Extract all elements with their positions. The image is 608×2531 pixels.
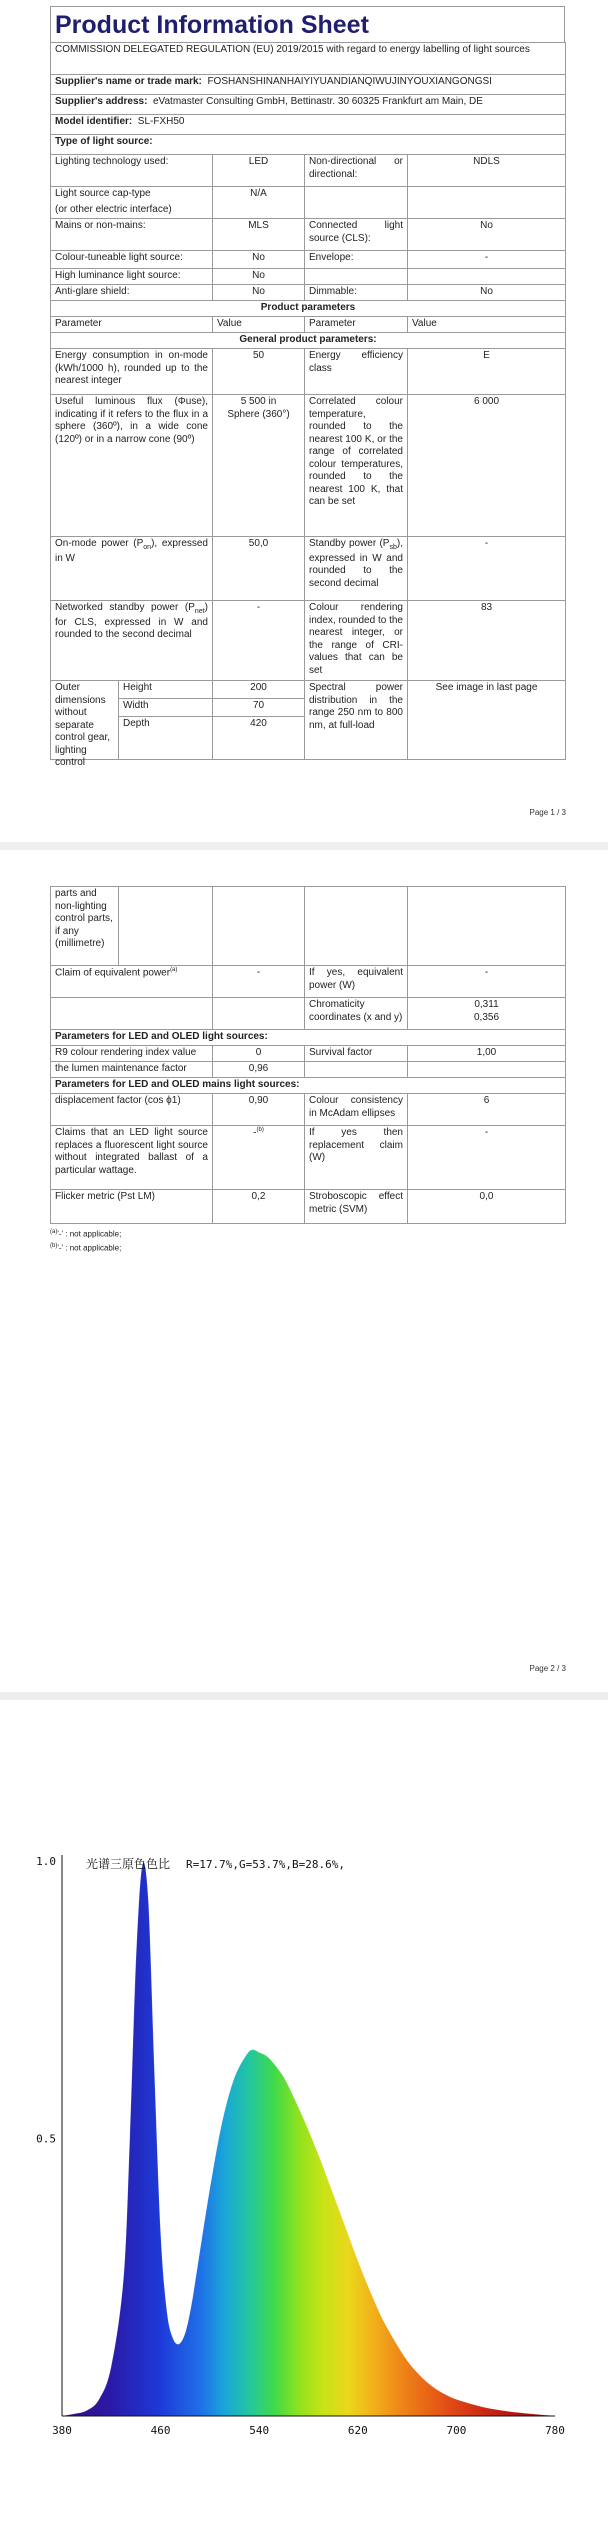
survival-factor-value: 1,00 bbox=[408, 1046, 566, 1062]
width-value: 70 bbox=[213, 699, 304, 717]
footnote-a-mark: (a) bbox=[50, 1229, 58, 1235]
lumen-maintenance-empty-2 bbox=[408, 1062, 566, 1078]
lumen-maintenance-value: 0,96 bbox=[213, 1062, 305, 1078]
chromaticity-x: 0,311 bbox=[474, 999, 499, 1010]
energy-class-label: Energy efficiency class bbox=[305, 349, 408, 395]
high-luminance-value: No bbox=[213, 269, 305, 285]
chromaticity-label: Chromaticity coordinates (x and y) bbox=[305, 998, 408, 1030]
energy-consumption-value: 50 bbox=[213, 349, 305, 395]
energy-consumption-label: Energy consumption in on-mode (kWh/1000 h), rounded up to the nearest integer bbox=[51, 349, 213, 395]
stroboscopic-label: Stroboscopic effect metric (SVM) bbox=[305, 1190, 408, 1224]
chart-plot-area bbox=[62, 1855, 555, 2416]
chromaticity-empty-1 bbox=[51, 998, 213, 1030]
cls-label: Connected light source (CLS): bbox=[305, 219, 408, 251]
outer-dimensions-label: Outer dimensions without separate control gear, lighting control bbox=[51, 681, 119, 759]
on-mode-power-value: 50,0 bbox=[213, 537, 305, 601]
footnote-b bbox=[50, 1243, 565, 1254]
x-tick-780: 780 bbox=[545, 2424, 565, 2437]
outer-dimensions-label-cont: parts and non-lighting control parts, if any (millimetre) bbox=[51, 887, 119, 965]
dimmable-label: Dimmable: bbox=[305, 285, 408, 301]
chromaticity-value bbox=[408, 998, 566, 1030]
general-parameters-header: General product parameters: bbox=[51, 333, 566, 349]
lumen-maintenance-empty-1 bbox=[305, 1062, 408, 1078]
y-tick-0.5: 0.5 bbox=[36, 2132, 56, 2146]
sheet-title: Product Information Sheet bbox=[50, 6, 565, 42]
chart-title: 光谱三原色色比 bbox=[86, 1857, 171, 1871]
mains-parameters-header: Parameters for LED and OLED mains light sources: bbox=[51, 1078, 566, 1094]
x-tick-620: 620 bbox=[347, 2424, 368, 2437]
info-table-continued bbox=[50, 886, 566, 1224]
x-tick-380: 380 bbox=[52, 2424, 72, 2437]
type-of-light-source-header: Type of light source: bbox=[51, 135, 566, 155]
dimension-names-empty bbox=[119, 887, 212, 965]
colour-consistency-value: 6 bbox=[408, 1094, 566, 1126]
cri-label: Colour rendering index, rounded to the nearest integer, or the range of CRI-values that can be set bbox=[305, 601, 408, 681]
spectral-cont-empty-1 bbox=[305, 887, 408, 966]
anti-glare-value: No bbox=[213, 285, 305, 301]
col-value-2: Value bbox=[408, 317, 566, 333]
replacement-claim-label: If yes then replacement claim (W) bbox=[305, 1126, 408, 1190]
colour-consistency-label: Colour consistency in McAdam ellipses bbox=[305, 1094, 408, 1126]
on-mode-power-label-text: On-mode power (P bbox=[55, 538, 144, 549]
high-luminance-label: High luminance light source: bbox=[51, 269, 213, 285]
chart-ratio-text: R=17.7%,G=53.7%,B=28.6%, bbox=[186, 1858, 345, 1871]
page-2 bbox=[0, 850, 608, 1692]
y-tick-labels bbox=[36, 1855, 56, 2146]
colour-tuneable-value: No bbox=[213, 251, 305, 269]
product-information-sheet bbox=[50, 6, 565, 768]
survival-factor-label: Survival factor bbox=[305, 1046, 408, 1062]
r9-label: R9 colour rendering index value bbox=[51, 1046, 213, 1062]
equivalent-power-claim-label bbox=[51, 966, 213, 998]
product-parameters-header: Product parameters bbox=[51, 301, 566, 317]
directional-value: NDLS bbox=[408, 155, 566, 187]
model-identifier-label: Model identifier: bbox=[55, 116, 133, 127]
networked-standby-label-text: Networked standby power (P bbox=[55, 602, 195, 613]
dimension-values bbox=[213, 681, 305, 760]
spectral-power-distribution-chart bbox=[0, 1700, 608, 2526]
chromaticity-empty-2 bbox=[213, 998, 305, 1030]
depth-value: 420 bbox=[250, 718, 267, 729]
lighting-technology-label: Lighting technology used: bbox=[51, 155, 213, 187]
luminous-flux-label: Useful luminous flux (Φuse), indicating if it refers to the flux in a sphere (360º), in a wide cone (120º) or in a narrow cone (90º) bbox=[51, 395, 213, 537]
cri-value: 83 bbox=[408, 601, 566, 681]
on-mode-power-label bbox=[51, 537, 213, 601]
supplier-name-value: FOSHANSHINANHAIYIYUANDIANQIWUJINYOUXIANGONGSI bbox=[207, 76, 492, 87]
equivalent-power-claim-value: - bbox=[213, 966, 305, 998]
fluorescent-claim-value-text: - bbox=[253, 1127, 257, 1139]
col-parameter-2: Parameter bbox=[305, 317, 408, 333]
luminous-flux-value bbox=[213, 395, 305, 537]
networked-standby-label bbox=[51, 601, 213, 681]
page-1 bbox=[0, 0, 608, 842]
x-tick-labels bbox=[52, 2424, 565, 2437]
standby-power-label-text: Standby power (P bbox=[309, 538, 390, 549]
supplier-address-row bbox=[51, 95, 566, 115]
supplier-name-row bbox=[51, 75, 566, 95]
cap-type-empty-1 bbox=[305, 187, 408, 219]
page-number-1: Page 1 / 3 bbox=[529, 808, 566, 817]
directional-label: Non-directional or directional: bbox=[305, 155, 408, 187]
page-3 bbox=[0, 1700, 608, 2526]
dimension-names bbox=[119, 681, 212, 759]
colour-tuneable-label: Colour-tuneable light source: bbox=[51, 251, 213, 269]
replacement-claim-value: - bbox=[408, 1126, 566, 1190]
lighting-technology-value: LED bbox=[213, 155, 305, 187]
spectrum-area bbox=[62, 1863, 555, 2416]
cls-value: No bbox=[408, 219, 566, 251]
supplier-name-label: Supplier's name or trade mark: bbox=[55, 76, 202, 87]
depth-label: Depth bbox=[123, 718, 150, 729]
equivalent-power-claim-sup: (a) bbox=[170, 967, 178, 973]
info-table bbox=[50, 42, 566, 768]
page-number-2: Page 2 / 3 bbox=[529, 1664, 566, 1673]
dimmable-value: No bbox=[408, 285, 566, 301]
displacement-factor-value: 0,90 bbox=[213, 1094, 305, 1126]
footnote-a-text: '-' : not applicable; bbox=[57, 1229, 122, 1239]
footnote-b-text: '-' : not applicable; bbox=[57, 1243, 122, 1253]
high-luminance-empty-2 bbox=[408, 269, 566, 285]
high-luminance-empty-1 bbox=[305, 269, 408, 285]
height-label: Height bbox=[119, 681, 212, 699]
supplier-address-value: eVatmaster Consulting GmbH, Bettinastr. 30 60325 Frankfurt am Main, DE bbox=[152, 96, 483, 107]
spectral-distribution-label: Spectral power distribution in the range 250 nm to 800 nm, at full-load bbox=[305, 681, 408, 760]
luminous-flux-value-1: 5 500 in bbox=[240, 396, 277, 407]
x-tick-700: 700 bbox=[446, 2424, 467, 2437]
led-parameters-header: Parameters for LED and OLED light sources: bbox=[51, 1030, 566, 1046]
mains-value: MLS bbox=[213, 219, 305, 251]
footnote-a bbox=[50, 1229, 565, 1240]
fluorescent-claim-sup: (b) bbox=[256, 1127, 264, 1133]
outer-dimensions-cont-cell bbox=[51, 887, 213, 966]
page-separator-2 bbox=[0, 1692, 608, 1700]
chromaticity-y: 0,356 bbox=[473, 1011, 500, 1023]
luminous-flux-value-2: Sphere (360°) bbox=[227, 408, 290, 420]
product-information-sheet-continued bbox=[50, 886, 565, 1253]
regulation-text: COMMISSION DELEGATED REGULATION (EU) 2019/2015 with regard to energy labelling of light sources bbox=[51, 43, 566, 75]
flicker-metric-label: Flicker metric (Pst LM) bbox=[51, 1190, 213, 1224]
networked-standby-label-end: ) for CLS, expressed in W and rounded to the second decimal bbox=[55, 602, 208, 641]
spectral-distribution-value: See image in last page bbox=[408, 681, 566, 760]
r9-value: 0 bbox=[213, 1046, 305, 1062]
anti-glare-label: Anti-glare shield: bbox=[51, 285, 213, 301]
cap-type-value: N/A bbox=[213, 187, 305, 219]
energy-class-value: E bbox=[408, 349, 566, 395]
flicker-metric-value: 0,2 bbox=[213, 1190, 305, 1224]
cap-type-label: Light source cap-type bbox=[51, 187, 213, 203]
spectral-cont-empty-2 bbox=[408, 887, 566, 966]
stroboscopic-value: 0,0 bbox=[408, 1190, 566, 1224]
model-identifier-value: SL-FXH50 bbox=[137, 116, 185, 127]
networked-standby-sub: net bbox=[194, 608, 205, 615]
lumen-maintenance-label: the lumen maintenance factor bbox=[51, 1062, 213, 1078]
col-parameter-1: Parameter bbox=[51, 317, 213, 333]
envelope-value: - bbox=[408, 251, 566, 269]
width-label: Width bbox=[119, 699, 212, 717]
networked-standby-value: - bbox=[213, 601, 305, 681]
col-value-1: Value bbox=[213, 317, 305, 333]
x-tick-540: 540 bbox=[249, 2424, 270, 2437]
fluorescent-claim-value bbox=[213, 1126, 305, 1190]
envelope-label: Envelope: bbox=[305, 251, 408, 269]
cct-value: 6 000 bbox=[408, 395, 566, 537]
equivalent-power-value: - bbox=[408, 966, 566, 998]
page-separator-1 bbox=[0, 842, 608, 850]
x-tick-460: 460 bbox=[150, 2424, 171, 2437]
model-identifier-row bbox=[51, 115, 566, 135]
cap-type-empty-2 bbox=[408, 187, 566, 219]
y-tick-1.0: 1.0 bbox=[36, 1855, 56, 1868]
on-mode-power-sub: on bbox=[143, 544, 152, 551]
displacement-factor-label: displacement factor (cos ϕ1) bbox=[51, 1094, 213, 1126]
equivalent-power-claim-text: Claim of equivalent power bbox=[55, 967, 171, 979]
fluorescent-claim-label: Claims that an LED light source replaces a fluorescent light source without integrated ballast of a particular wattage. bbox=[51, 1126, 213, 1190]
standby-power-value: - bbox=[408, 537, 566, 601]
on-mode-power-label-end: ), expressed in W bbox=[55, 538, 208, 564]
equivalent-power-label: If yes, equivalent power (W) bbox=[305, 966, 408, 998]
standby-power-label bbox=[305, 537, 408, 601]
outer-dimensions-cell bbox=[51, 681, 213, 768]
standby-power-sub: sb bbox=[389, 544, 397, 551]
standby-power-label-end: ), expressed in W and rounded to the second decimal bbox=[309, 538, 403, 589]
cap-type-label-sub: (or other electric interface) bbox=[51, 203, 213, 219]
footnote-b-mark: (b) bbox=[50, 1242, 58, 1249]
dimension-values-empty bbox=[213, 887, 305, 966]
cct-label: Correlated colour temperature, rounded to the nearest 100 K, or the range of correlated colour temperatures, rounded to the nearest 100 K, that can be set bbox=[305, 395, 408, 537]
height-value: 200 bbox=[213, 681, 304, 699]
mains-label: Mains or non-mains: bbox=[51, 219, 213, 251]
supplier-address-label: Supplier's address: bbox=[55, 96, 148, 107]
